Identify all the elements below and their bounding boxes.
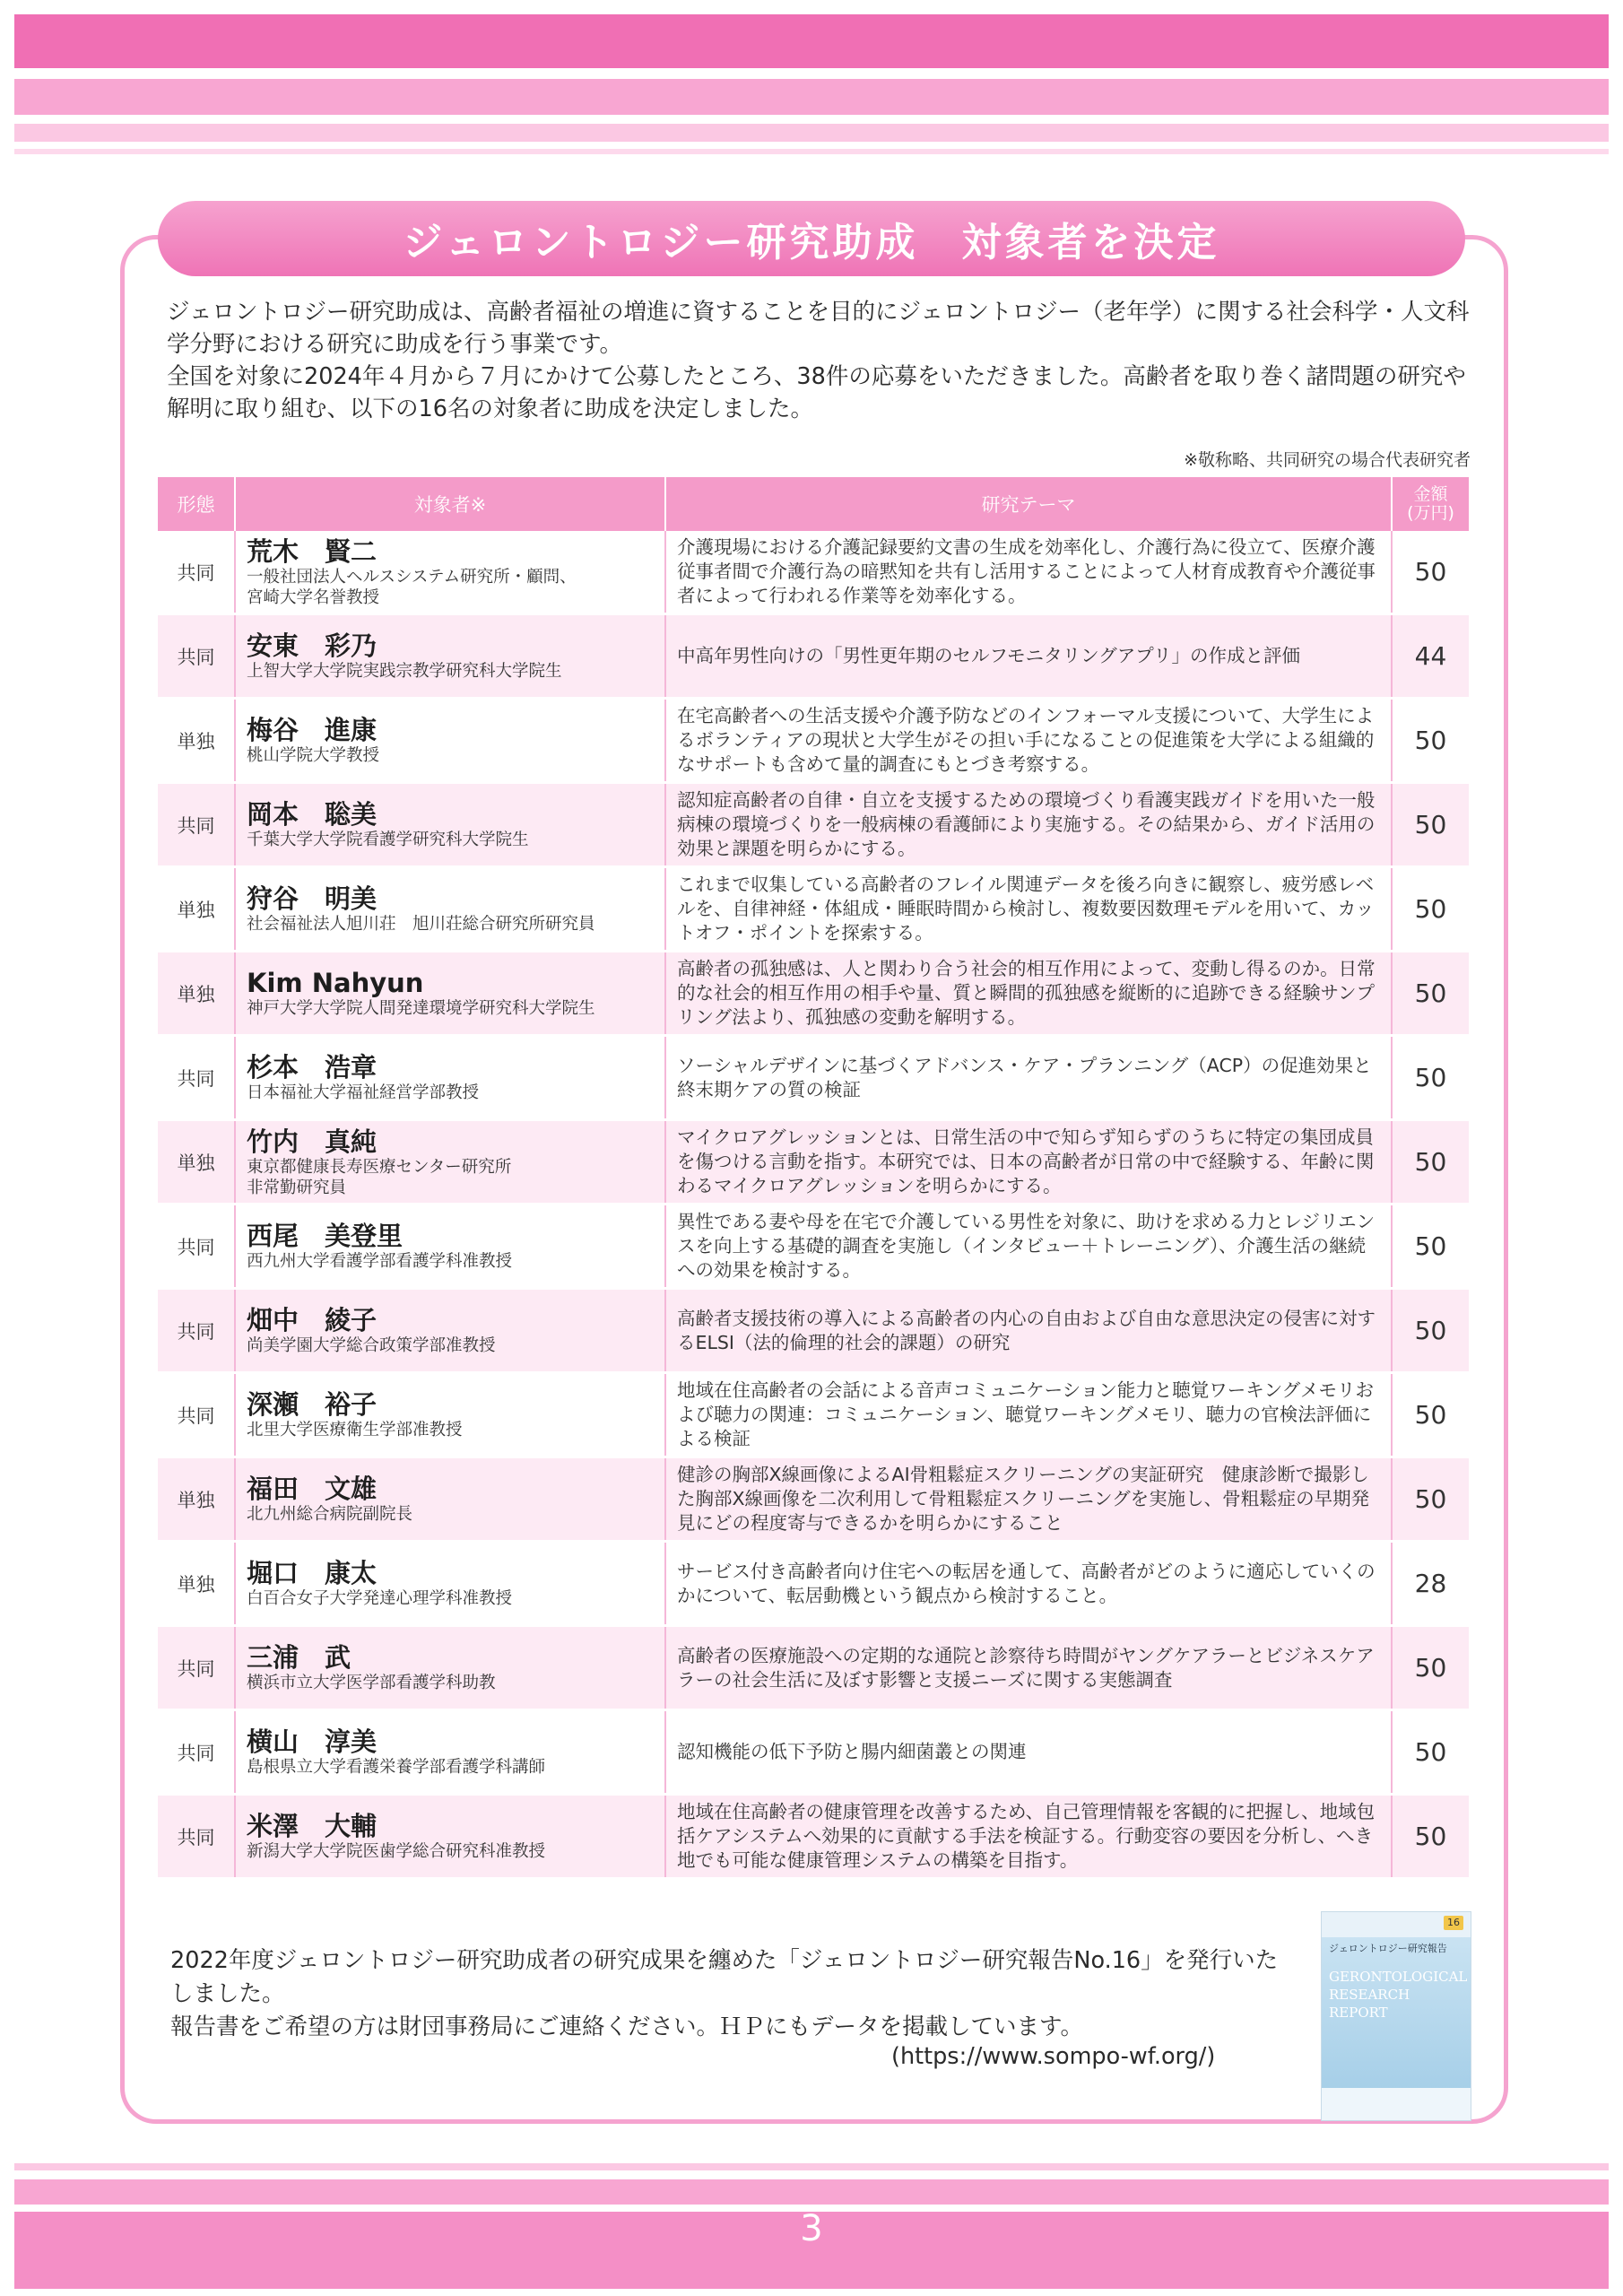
row-type: 共同 bbox=[158, 1205, 235, 1289]
row-research-theme: 認知機能の低下予防と腸内細菌叢との関連 bbox=[665, 1710, 1392, 1795]
report-cover-title: ジェロントロジー研究報告 bbox=[1329, 1943, 1447, 1954]
table-row bbox=[158, 1289, 1469, 1373]
row-amount: 50 bbox=[1392, 1795, 1469, 1879]
row-amount: 50 bbox=[1392, 1036, 1469, 1120]
header-amount bbox=[1392, 477, 1469, 531]
row-type: 共同 bbox=[158, 1036, 235, 1120]
recipient-affiliation: 桃山学院大学教授 bbox=[247, 746, 380, 765]
row-research-theme: サービス付き高齢者向け住宅への転居を通して、高齢者がどのように適応していくのかについて、転居動機という観点から検討すること。 bbox=[665, 1542, 1392, 1626]
recipient-affiliation: 島根県立大学看護栄養学部看護学科講師 bbox=[247, 1758, 546, 1777]
top-decorative-band bbox=[14, 14, 1609, 156]
recipient-affiliation: 社会福祉法人旭川荘 旭川荘総合研究所研究員 bbox=[247, 915, 595, 934]
table-row bbox=[158, 1626, 1469, 1710]
row-amount: 50 bbox=[1392, 1373, 1469, 1457]
row-type: 単独 bbox=[158, 1457, 235, 1542]
row-type: 単独 bbox=[158, 699, 235, 783]
header-person: 対象者※ bbox=[235, 477, 665, 531]
row-amount: 44 bbox=[1392, 614, 1469, 699]
intro-paragraph: ジェロントロジー研究助成は、高齢者福祉の増進に資することを目的にジェロントロジー（老年学）に関する社会科学・人文科学分野における研究に助成を行う事業です。 全国を対象に2024年４月から７月にかけて公募したところ、38件の応募をいただきました。高齢者を取り巻く諸問題の研究や解明に取り組む、以下の16名の対象者に助成を決定しました。 bbox=[167, 299, 1470, 422]
recipient-affiliation: 横浜市立大学医学部看護学科助教 bbox=[247, 1674, 496, 1692]
row-amount: 28 bbox=[1392, 1542, 1469, 1626]
row-amount: 50 bbox=[1392, 867, 1469, 952]
row-amount: 50 bbox=[1392, 1120, 1469, 1205]
recipient-name: 竹内 真純 bbox=[247, 1126, 378, 1157]
row-type: 共同 bbox=[158, 783, 235, 867]
recipient-affiliation: 白百合女子大学発達心理学科准教授 bbox=[247, 1589, 513, 1608]
report-number-badge: 16 bbox=[1444, 1916, 1463, 1930]
row-research-theme: 高齢者の孤独感は、人と関わり合う社会的相互作用によって、変動し得るのか。日常的な社会的相互作用の相手や量、質と瞬間的孤独感を縦断的に追跡できる経験サンプリング法より、孤独感の変動を解明する。 bbox=[665, 952, 1392, 1036]
row-amount: 50 bbox=[1392, 1289, 1469, 1373]
recipient-name: 横山 淳美 bbox=[247, 1726, 378, 1757]
report-announcement: 2022年度ジェロントロジー研究助成者の研究成果を纏めた「ジェロントロジー研究報告No.16」を発行いたしました。 報告書をご希望の方は財団事務局にご連絡ください。ＨＰにもデータを掲載しています。 bbox=[170, 1947, 1279, 2040]
recipient-affiliation: 上智大学大学院実践宗教学研究科大学院生 bbox=[247, 662, 562, 681]
row-recipient bbox=[235, 1542, 665, 1626]
row-recipient bbox=[235, 614, 665, 699]
recipient-affiliation: 一般社団法人ヘルスシステム研究所・顧問、 宮崎大学名誉教授 bbox=[247, 567, 577, 607]
row-research-theme: 地域在住高齢者の会話による音声コミュニケーション能力と聴覚ワーキングメモリおよび聴力の関連：コミュニケーション、聴覚ワーキングメモリ、聴力の官検法評価による検証 bbox=[665, 1373, 1392, 1457]
recipient-affiliation: 千葉大学大学院看護学研究科大学院生 bbox=[247, 831, 529, 849]
row-recipient bbox=[235, 531, 665, 614]
table-row bbox=[158, 1373, 1469, 1457]
row-recipient bbox=[235, 1120, 665, 1205]
row-amount: 50 bbox=[1392, 1710, 1469, 1795]
row-type: 単独 bbox=[158, 1120, 235, 1205]
row-recipient bbox=[235, 783, 665, 867]
row-amount: 50 bbox=[1392, 699, 1469, 783]
table-row bbox=[158, 1542, 1469, 1626]
row-type: 共同 bbox=[158, 1289, 235, 1373]
row-type: 共同 bbox=[158, 1710, 235, 1795]
recipient-name: Kim Nahyun bbox=[247, 968, 424, 998]
row-recipient bbox=[235, 867, 665, 952]
table-row bbox=[158, 1205, 1469, 1289]
row-recipient bbox=[235, 1457, 665, 1542]
row-research-theme: 健診の胸部X線画像によるAI骨粗鬆症スクリーニングの実証研究 健康診断で撮影した胸部X線画像を二次利用して骨粗鬆症スクリーニングを実施し、骨粗鬆症の早期発見にどの程度寄与できるかを明らかにすること bbox=[665, 1457, 1392, 1542]
row-recipient bbox=[235, 1710, 665, 1795]
recipient-name: 深瀬 裕子 bbox=[247, 1389, 378, 1420]
table-row bbox=[158, 614, 1469, 699]
recipient-name: 米澤 大輔 bbox=[247, 1811, 378, 1841]
recipient-name: 三浦 武 bbox=[247, 1642, 352, 1673]
row-recipient bbox=[235, 952, 665, 1036]
row-recipient bbox=[235, 1795, 665, 1879]
recipient-name: 堀口 康太 bbox=[247, 1558, 378, 1588]
row-research-theme: マイクロアグレッションとは、日常生活の中で知らず知らずのうちに特定の集団成員を傷つける言動を指す。本研究では、日本の高齢者が日常の中で経験する、年齢に関わるマイクロアグレッションを明らかにする。 bbox=[665, 1120, 1392, 1205]
row-recipient bbox=[235, 1373, 665, 1457]
recipient-name: 岡本 聡美 bbox=[247, 799, 378, 830]
row-type: 単独 bbox=[158, 1542, 235, 1626]
row-research-theme: 認知症高齢者の自律・自立を支援するための環境づくり看護実践ガイドを用いた一般病棟の環境づくりを一般病棟の看護師により実施する。その結果から、ガイド活用の効果と課題を明らかにする。 bbox=[665, 783, 1392, 867]
row-research-theme: 地域在住高齢者の健康管理を改善するため、自己管理情報を客観的に把握し、地域包括ケアシステムへ効果的に貢献する手法を検証する。行動変容の要因を分析し、へき地でも可能な健康管理システムの構築を目指す。 bbox=[665, 1795, 1392, 1879]
table-row bbox=[158, 1710, 1469, 1795]
header-type: 形態 bbox=[158, 477, 235, 531]
row-research-theme: 高齢者の医療施設への定期的な通院と診察待ち時間がヤングケアラーとビジネスケアラーの社会生活に及ぼす影響と支援ニーズに関する実態調査 bbox=[665, 1626, 1392, 1710]
row-amount: 50 bbox=[1392, 783, 1469, 867]
row-recipient bbox=[235, 1036, 665, 1120]
row-type: 単独 bbox=[158, 867, 235, 952]
row-type: 共同 bbox=[158, 1795, 235, 1879]
recipient-name: 畑中 綾子 bbox=[247, 1305, 378, 1335]
row-research-theme: 介護現場における介護記録要約文書の生成を効率化し、介護行為に役立て、医療介護従事者間で介護行為の暗黙知を共有し活用することによって人材育成教育や介護従事者によって行われる作業等を効率化する。 bbox=[665, 531, 1392, 614]
table-row bbox=[158, 1457, 1469, 1542]
row-amount: 50 bbox=[1392, 952, 1469, 1036]
row-type: 共同 bbox=[158, 531, 235, 614]
header-theme: 研究テーマ bbox=[665, 477, 1392, 531]
recipient-affiliation: 尚美学園大学総合政策学部准教授 bbox=[247, 1336, 496, 1355]
row-amount: 50 bbox=[1392, 531, 1469, 614]
recipient-name: 西尾 美登里 bbox=[247, 1221, 404, 1251]
title-banner bbox=[158, 201, 1465, 276]
recipient-name: 杉本 浩章 bbox=[247, 1052, 378, 1083]
row-research-theme: 異性である妻や母を在宅で介護している男性を対象に、助けを求める力とレジリエンスを向上する基礎的調査を実施し（インタビュー＋トレーニング）、介護生活の継続への効果を検討する。 bbox=[665, 1205, 1392, 1289]
row-amount: 50 bbox=[1392, 1457, 1469, 1542]
report-cover-image bbox=[1322, 1912, 1471, 2120]
row-research-theme: 高齢者支援技術の導入による高齢者の内心の自由および自由な意思決定の侵害に対するELSI（法的倫理的社会的課題）の研究 bbox=[665, 1289, 1392, 1373]
header-amount-unit: (万円) bbox=[1407, 503, 1454, 523]
table-row bbox=[158, 531, 1469, 614]
row-research-theme: 在宅高齢者への生活支援や介護予防などのインフォーマル支援について、大学生によるボランティアの現状と大学生がその担い手になることの促進策を大学による組織的なサポートも含めて量的調査にもとづき考察する。 bbox=[665, 699, 1392, 783]
row-type: 共同 bbox=[158, 1373, 235, 1457]
table-row bbox=[158, 783, 1469, 867]
recipient-name: 安東 彩乃 bbox=[247, 631, 378, 661]
row-amount: 50 bbox=[1392, 1626, 1469, 1710]
grant-recipients-table bbox=[158, 477, 1469, 1880]
page-number: 3 bbox=[800, 2208, 823, 2249]
row-type: 単独 bbox=[158, 952, 235, 1036]
row-type: 共同 bbox=[158, 614, 235, 699]
table-row bbox=[158, 1795, 1469, 1879]
recipient-affiliation: 神戸大学大学院人間発達環境学研究科大学院生 bbox=[247, 999, 595, 1018]
table-note: ※敬称略、共同研究の場合代表研究者 bbox=[1184, 450, 1471, 470]
table-row bbox=[158, 699, 1469, 783]
website-url[interactable]: (https://www.sompo-wf.org/) bbox=[891, 2043, 1216, 2070]
row-research-theme: 中高年男性向けの「男性更年期のセルフモニタリングアプリ」の作成と評価 bbox=[665, 614, 1392, 699]
row-research-theme: ソーシャルデザインに基づくアドバンス・ケア・プランニング（ACP）の促進効果と終末期ケアの質の検証 bbox=[665, 1036, 1392, 1120]
table-row bbox=[158, 867, 1469, 952]
recipient-affiliation: 東京都健康長寿医療センター研究所 非常勤研究員 bbox=[247, 1157, 512, 1197]
page-title: ジェロントロジー研究助成 対象者を決定 bbox=[403, 220, 1220, 265]
recipient-affiliation: 日本福祉大学福祉経営学部教授 bbox=[247, 1083, 480, 1102]
recipient-affiliation: 新潟大学大学院医歯学総合研究科准教授 bbox=[247, 1842, 546, 1861]
row-recipient bbox=[235, 699, 665, 783]
table-row bbox=[158, 1036, 1469, 1120]
table-header-row bbox=[158, 477, 1469, 531]
header-amount-label: 金額 bbox=[1413, 484, 1448, 504]
recipient-name: 狩谷 明美 bbox=[247, 883, 378, 914]
row-amount: 50 bbox=[1392, 1205, 1469, 1289]
table-row bbox=[158, 952, 1469, 1036]
recipient-affiliation: 北九州総合病院副院長 bbox=[247, 1505, 413, 1524]
report-cover-en-title: GERONTOLOGICAL RESEARCH REPORT bbox=[1329, 1969, 1468, 2021]
recipient-name: 荒木 賢二 bbox=[247, 535, 378, 567]
recipient-name: 福田 文雄 bbox=[247, 1474, 378, 1504]
table-row bbox=[158, 1120, 1469, 1205]
recipient-affiliation: 北里大学医療衛生学部准教授 bbox=[247, 1421, 463, 1439]
row-recipient bbox=[235, 1626, 665, 1710]
row-research-theme: これまで収集している高齢者のフレイル関連データを後ろ向きに観察し、疲労感レベルを、自律神経・体組成・睡眠時間から検討し、複数要因数理モデルを用いて、カットオフ・ポイントを探索する。 bbox=[665, 867, 1392, 952]
recipient-affiliation: 西九州大学看護学部看護学科准教授 bbox=[247, 1252, 513, 1271]
row-recipient bbox=[235, 1289, 665, 1373]
row-recipient bbox=[235, 1205, 665, 1289]
recipient-name: 梅谷 進康 bbox=[247, 715, 378, 745]
row-type: 共同 bbox=[158, 1626, 235, 1710]
